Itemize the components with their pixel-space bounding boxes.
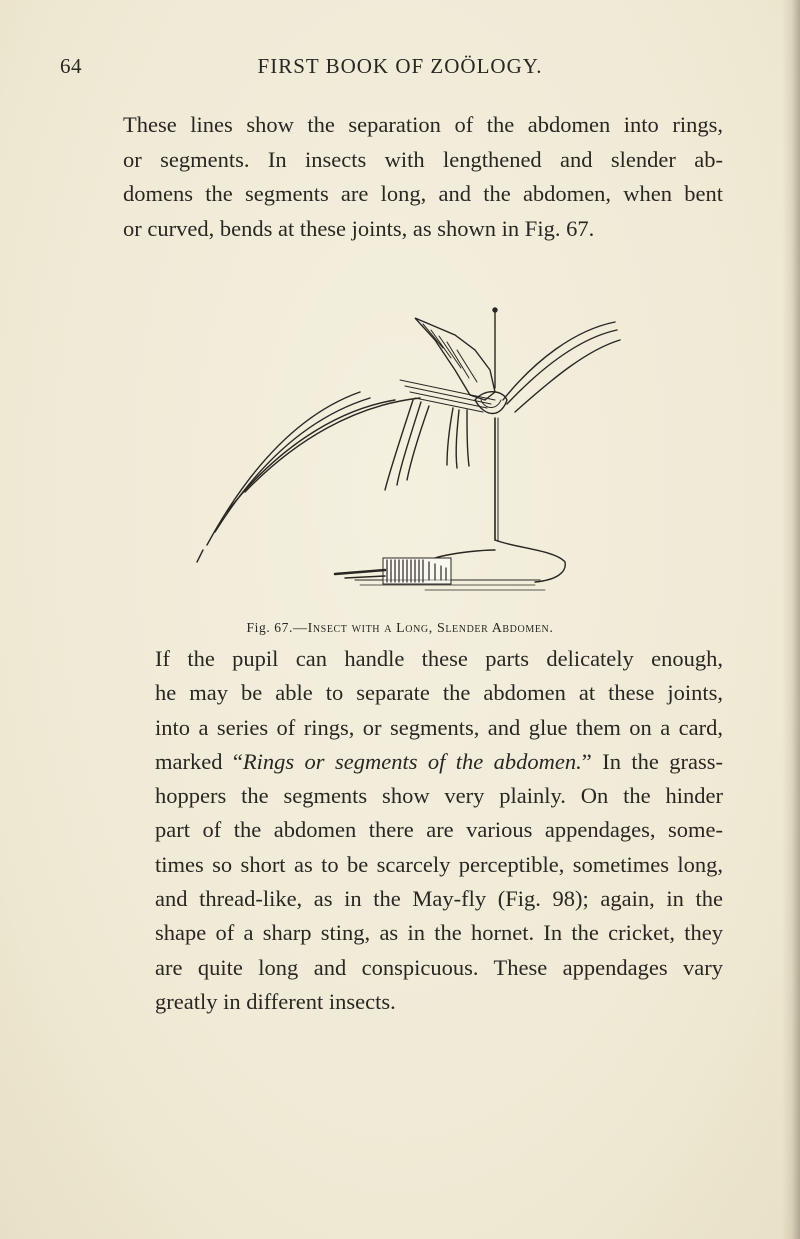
text-line: part of the abdomen there are various appendages, some- bbox=[155, 817, 723, 843]
text-line: greatly in different insects. bbox=[155, 988, 396, 1014]
text-line: shape of a sharp sting, as in the hornet. In the cricket, they bbox=[155, 920, 723, 946]
text-line: hoppers the segments show very plainly. On the hinder bbox=[155, 783, 723, 809]
text-line: domens the segments are long, and the abdomen, when bent bbox=[123, 181, 723, 206]
paragraph-1 bbox=[123, 108, 723, 246]
insect-right-wing bbox=[503, 322, 615, 400]
text-line: These lines show the separation of the abdomen into rings, bbox=[123, 112, 723, 137]
text-line-with-italic bbox=[123, 745, 723, 779]
text-line: or curved, bends at these joints, as shown in Fig. 67. bbox=[123, 215, 595, 241]
figure-label: Fig. 67. bbox=[246, 620, 293, 635]
running-title: FIRST BOOK OF ZOÖLOGY. bbox=[257, 54, 543, 78]
paragraph-2 bbox=[123, 642, 723, 1019]
insect-leg-stroke bbox=[197, 550, 203, 562]
figure-caption bbox=[0, 620, 800, 637]
running-head bbox=[60, 54, 740, 84]
text-line: into a series of rings, or segments, and glue them on a card, bbox=[155, 714, 723, 740]
insect-drawing bbox=[185, 300, 625, 610]
text-line: or segments. In insects with lengthened and slender ab- bbox=[123, 146, 723, 172]
italic-label-text: Rings or segments of the abdomen. bbox=[242, 748, 582, 774]
insect-tail bbox=[495, 540, 565, 582]
insect-left-wing bbox=[207, 392, 360, 545]
text-line: he may be able to separate the abdomen at these joints, bbox=[155, 680, 723, 706]
page-number: 64 bbox=[60, 54, 82, 78]
quote-open: marked “ bbox=[155, 748, 243, 774]
text-line: If the pupil can handle these parts delicately enough, bbox=[155, 646, 723, 671]
insect-illustration bbox=[185, 300, 625, 610]
text-line: and thread-like, as in the May-fly (Fig. 98); again, in the bbox=[155, 886, 723, 912]
quote-close: ” In the grass- bbox=[581, 748, 723, 774]
text-line: are quite long and conspicuous. These appendages vary bbox=[155, 954, 723, 980]
figure-caption-text: —Insect with a Long, Slender Abdomen. bbox=[292, 621, 554, 636]
text-line: times so short as to be scarcely perceptible, sometimes long, bbox=[155, 851, 723, 877]
